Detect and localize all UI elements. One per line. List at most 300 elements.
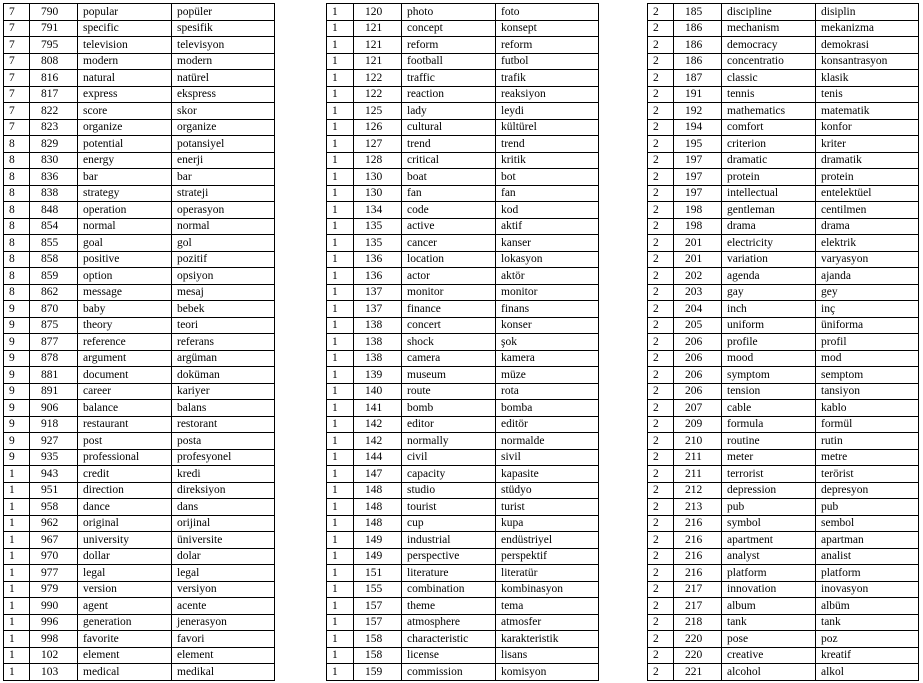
rank-cell: 187 <box>674 70 722 87</box>
rank-cell: 120 <box>354 4 402 21</box>
rank-cell: 122 <box>354 70 402 87</box>
group-cell: 2 <box>648 664 674 681</box>
rank-cell: 795 <box>30 37 78 54</box>
rank-cell: 855 <box>30 235 78 252</box>
turkish-word-cell: terörist <box>816 466 919 483</box>
rank-cell: 206 <box>674 334 722 351</box>
table-row <box>327 367 599 384</box>
turkish-word-cell: kriter <box>816 136 919 153</box>
rank-cell: 935 <box>30 449 78 466</box>
english-word-cell: variation <box>722 251 816 268</box>
group-cell: 1 <box>327 532 354 549</box>
turkish-word-cell: finans <box>496 301 599 318</box>
turkish-word-cell: natürel <box>172 70 275 87</box>
table-row <box>327 86 599 103</box>
group-cell: 1 <box>327 416 354 433</box>
english-word-cell: analyst <box>722 548 816 565</box>
group-cell: 2 <box>648 433 674 450</box>
english-word-cell: code <box>402 202 496 219</box>
rank-cell: 205 <box>674 317 722 334</box>
rank-cell: 217 <box>674 598 722 615</box>
rank-cell: 213 <box>674 499 722 516</box>
turkish-word-cell: inç <box>816 301 919 318</box>
turkish-word-cell: doküman <box>172 367 275 384</box>
english-word-cell: dance <box>78 499 172 516</box>
turkish-word-cell: aktif <box>496 218 599 235</box>
table-row <box>648 416 919 433</box>
rank-cell: 158 <box>354 647 402 664</box>
group-cell: 9 <box>4 334 30 351</box>
english-word-cell: modern <box>78 53 172 70</box>
turkish-word-cell: enerji <box>172 152 275 169</box>
group-cell: 2 <box>648 532 674 549</box>
turkish-word-cell: mesaj <box>172 284 275 301</box>
table-row <box>4 598 275 615</box>
table-row <box>4 350 275 367</box>
table-row <box>327 383 599 400</box>
group-cell: 2 <box>648 251 674 268</box>
turkish-word-cell: kombinasyon <box>496 581 599 598</box>
turkish-word-cell: posta <box>172 433 275 450</box>
rank-cell: 211 <box>674 449 722 466</box>
english-word-cell: concept <box>402 20 496 37</box>
english-word-cell: apartment <box>722 532 816 549</box>
table-row <box>4 664 275 681</box>
turkish-word-cell: üniforma <box>816 317 919 334</box>
table-row <box>327 284 599 301</box>
group-cell: 2 <box>648 37 674 54</box>
table-row <box>327 53 599 70</box>
group-cell: 2 <box>648 53 674 70</box>
english-word-cell: mathematics <box>722 103 816 120</box>
english-word-cell: alcohol <box>722 664 816 681</box>
english-word-cell: classic <box>722 70 816 87</box>
turkish-word-cell: komisyon <box>496 664 599 681</box>
group-cell: 2 <box>648 70 674 87</box>
english-word-cell: argument <box>78 350 172 367</box>
english-word-cell: innovation <box>722 581 816 598</box>
group-cell: 8 <box>4 284 30 301</box>
group-cell: 9 <box>4 400 30 417</box>
rank-cell: 138 <box>354 334 402 351</box>
table-row <box>4 532 275 549</box>
rank-cell: 148 <box>354 499 402 516</box>
turkish-word-cell: referans <box>172 334 275 351</box>
group-cell: 2 <box>648 202 674 219</box>
rank-cell: 121 <box>354 37 402 54</box>
turkish-word-cell: şok <box>496 334 599 351</box>
group-cell: 2 <box>648 499 674 516</box>
group-cell: 9 <box>4 416 30 433</box>
turkish-word-cell: modern <box>172 53 275 70</box>
group-cell: 9 <box>4 301 30 318</box>
rank-cell: 848 <box>30 202 78 219</box>
table-row <box>648 334 919 351</box>
table-row <box>4 86 275 103</box>
english-word-cell: pub <box>722 499 816 516</box>
rank-cell: 147 <box>354 466 402 483</box>
rank-cell: 151 <box>354 565 402 582</box>
turkish-word-cell: spesifik <box>172 20 275 37</box>
table-row <box>648 466 919 483</box>
rank-cell: 195 <box>674 136 722 153</box>
english-word-cell: popular <box>78 4 172 21</box>
group-cell: 7 <box>4 53 30 70</box>
group-cell: 1 <box>4 548 30 565</box>
turkish-word-cell: kupa <box>496 515 599 532</box>
turkish-word-cell: skor <box>172 103 275 120</box>
rank-cell: 209 <box>674 416 722 433</box>
rank-cell: 204 <box>674 301 722 318</box>
group-cell: 7 <box>4 103 30 120</box>
table-row <box>648 251 919 268</box>
turkish-word-cell: pub <box>816 499 919 516</box>
english-word-cell: uniform <box>722 317 816 334</box>
table-row <box>327 598 599 615</box>
rank-cell: 191 <box>674 86 722 103</box>
table-row <box>648 53 919 70</box>
group-cell: 2 <box>648 581 674 598</box>
rank-cell: 139 <box>354 367 402 384</box>
table-row <box>4 499 275 516</box>
english-word-cell: electricity <box>722 235 816 252</box>
turkish-word-cell: dramatik <box>816 152 919 169</box>
turkish-word-cell: kültürel <box>496 119 599 136</box>
rank-cell: 996 <box>30 614 78 631</box>
english-word-cell: legal <box>78 565 172 582</box>
english-word-cell: industrial <box>402 532 496 549</box>
turkish-word-cell: platform <box>816 565 919 582</box>
group-cell: 9 <box>4 449 30 466</box>
table-row <box>327 185 599 202</box>
table-row <box>648 4 919 21</box>
turkish-word-cell: gol <box>172 235 275 252</box>
group-cell: 2 <box>648 515 674 532</box>
rank-cell: 990 <box>30 598 78 615</box>
table-row <box>648 350 919 367</box>
turkish-word-cell: ajanda <box>816 268 919 285</box>
rank-cell: 206 <box>674 367 722 384</box>
group-cell: 2 <box>648 218 674 235</box>
rank-cell: 125 <box>354 103 402 120</box>
group-cell: 1 <box>327 499 354 516</box>
turkish-word-cell: klasik <box>816 70 919 87</box>
group-cell: 1 <box>327 433 354 450</box>
table-row <box>4 284 275 301</box>
turkish-word-cell: teori <box>172 317 275 334</box>
turkish-word-cell: profesyonel <box>172 449 275 466</box>
rank-cell: 142 <box>354 433 402 450</box>
english-word-cell: concentratio <box>722 53 816 70</box>
rank-cell: 134 <box>354 202 402 219</box>
group-cell: 1 <box>327 449 354 466</box>
group-cell: 2 <box>648 317 674 334</box>
group-cell: 1 <box>327 53 354 70</box>
english-word-cell: normally <box>402 433 496 450</box>
group-cell: 7 <box>4 37 30 54</box>
table-row <box>327 647 599 664</box>
table-row <box>4 37 275 54</box>
turkish-word-cell: trafik <box>496 70 599 87</box>
turkish-word-cell: sivil <box>496 449 599 466</box>
group-cell: 2 <box>648 268 674 285</box>
group-cell: 1 <box>327 598 354 615</box>
english-word-cell: combination <box>402 581 496 598</box>
table-row <box>648 301 919 318</box>
rank-cell: 875 <box>30 317 78 334</box>
table-row <box>648 449 919 466</box>
table-row <box>327 37 599 54</box>
table-row <box>4 202 275 219</box>
group-cell: 7 <box>4 70 30 87</box>
group-cell: 2 <box>648 4 674 21</box>
turkish-word-cell: drama <box>816 218 919 235</box>
english-word-cell: express <box>78 86 172 103</box>
turkish-word-cell: bebek <box>172 301 275 318</box>
group-cell: 1 <box>327 581 354 598</box>
group-cell: 2 <box>648 284 674 301</box>
turkish-word-cell: protein <box>816 169 919 186</box>
rank-cell: 816 <box>30 70 78 87</box>
turkish-word-cell: inovasyon <box>816 581 919 598</box>
english-word-cell: document <box>78 367 172 384</box>
rank-cell: 138 <box>354 350 402 367</box>
group-cell: 8 <box>4 235 30 252</box>
turkish-word-cell: popüler <box>172 4 275 21</box>
english-word-cell: discipline <box>722 4 816 21</box>
table-row <box>648 499 919 516</box>
group-cell: 1 <box>327 169 354 186</box>
group-cell: 9 <box>4 350 30 367</box>
english-word-cell: restaurant <box>78 416 172 433</box>
group-cell: 1 <box>4 482 30 499</box>
english-word-cell: reaction <box>402 86 496 103</box>
turkish-word-cell: bar <box>172 169 275 186</box>
english-word-cell: active <box>402 218 496 235</box>
turkish-word-cell: restorant <box>172 416 275 433</box>
rank-cell: 951 <box>30 482 78 499</box>
table-row <box>4 185 275 202</box>
turkish-word-cell: aktör <box>496 268 599 285</box>
group-cell: 1 <box>327 103 354 120</box>
group-cell: 1 <box>327 367 354 384</box>
group-cell: 2 <box>648 367 674 384</box>
table-row <box>4 466 275 483</box>
rank-cell: 197 <box>674 169 722 186</box>
table-row <box>4 152 275 169</box>
turkish-word-cell: lisans <box>496 647 599 664</box>
group-cell: 1 <box>327 334 354 351</box>
group-cell: 2 <box>648 416 674 433</box>
rank-cell: 144 <box>354 449 402 466</box>
group-cell: 1 <box>327 268 354 285</box>
turkish-word-cell: futbol <box>496 53 599 70</box>
group-cell: 1 <box>327 152 354 169</box>
group-cell: 2 <box>648 350 674 367</box>
english-word-cell: generation <box>78 614 172 631</box>
rank-cell: 858 <box>30 251 78 268</box>
rank-cell: 155 <box>354 581 402 598</box>
table-row <box>327 449 599 466</box>
english-word-cell: boat <box>402 169 496 186</box>
table-row <box>327 103 599 120</box>
group-cell: 8 <box>4 251 30 268</box>
table-row <box>648 235 919 252</box>
english-word-cell: routine <box>722 433 816 450</box>
table-row <box>4 449 275 466</box>
group-cell: 8 <box>4 136 30 153</box>
turkish-word-cell: lokasyon <box>496 251 599 268</box>
word-table-right-body <box>648 4 919 681</box>
english-word-cell: professional <box>78 449 172 466</box>
group-cell: 8 <box>4 152 30 169</box>
group-cell: 7 <box>4 86 30 103</box>
group-cell: 2 <box>648 400 674 417</box>
table-row <box>648 581 919 598</box>
rank-cell: 998 <box>30 631 78 648</box>
group-cell: 1 <box>327 4 354 21</box>
table-row <box>648 664 919 681</box>
group-cell: 2 <box>648 185 674 202</box>
table-row <box>327 218 599 235</box>
rank-cell: 185 <box>674 4 722 21</box>
group-cell: 1 <box>4 532 30 549</box>
table-row <box>648 202 919 219</box>
turkish-word-cell: normal <box>172 218 275 235</box>
group-cell: 1 <box>4 631 30 648</box>
turkish-word-cell: reaksiyon <box>496 86 599 103</box>
table-row <box>327 4 599 21</box>
turkish-word-cell: foto <box>496 4 599 21</box>
table-row <box>4 383 275 400</box>
english-word-cell: tension <box>722 383 816 400</box>
turkish-word-cell: konsantrasyon <box>816 53 919 70</box>
table-row <box>327 499 599 516</box>
turkish-word-cell: fan <box>496 185 599 202</box>
english-word-cell: atmosphere <box>402 614 496 631</box>
english-word-cell: gentleman <box>722 202 816 219</box>
turkish-word-cell: centilmen <box>816 202 919 219</box>
turkish-word-cell: disiplin <box>816 4 919 21</box>
turkish-word-cell: rota <box>496 383 599 400</box>
table-row <box>4 614 275 631</box>
table-row <box>327 268 599 285</box>
table-row <box>4 136 275 153</box>
table-row <box>327 350 599 367</box>
turkish-word-cell: kablo <box>816 400 919 417</box>
group-cell: 1 <box>327 70 354 87</box>
english-word-cell: energy <box>78 152 172 169</box>
table-row <box>648 284 919 301</box>
turkish-word-cell: elektrik <box>816 235 919 252</box>
table-row <box>4 53 275 70</box>
rank-cell: 808 <box>30 53 78 70</box>
rank-cell: 211 <box>674 466 722 483</box>
english-word-cell: shock <box>402 334 496 351</box>
group-cell: 2 <box>648 136 674 153</box>
table-row <box>327 548 599 565</box>
group-cell: 2 <box>648 152 674 169</box>
turkish-word-cell: tema <box>496 598 599 615</box>
english-word-cell: tank <box>722 614 816 631</box>
rank-cell: 141 <box>354 400 402 417</box>
english-word-cell: element <box>78 647 172 664</box>
english-word-cell: post <box>78 433 172 450</box>
table-row <box>327 433 599 450</box>
group-cell: 9 <box>4 383 30 400</box>
english-word-cell: license <box>402 647 496 664</box>
rank-cell: 186 <box>674 20 722 37</box>
turkish-word-cell: mod <box>816 350 919 367</box>
rank-cell: 958 <box>30 499 78 516</box>
table-row <box>4 631 275 648</box>
group-cell: 1 <box>4 515 30 532</box>
english-word-cell: version <box>78 581 172 598</box>
english-word-cell: bar <box>78 169 172 186</box>
rank-cell: 157 <box>354 614 402 631</box>
table-row <box>327 20 599 37</box>
english-word-cell: direction <box>78 482 172 499</box>
group-cell: 9 <box>4 367 30 384</box>
rank-cell: 817 <box>30 86 78 103</box>
rank-cell: 970 <box>30 548 78 565</box>
english-word-cell: depression <box>722 482 816 499</box>
turkish-word-cell: normalde <box>496 433 599 450</box>
turkish-word-cell: üniversite <box>172 532 275 549</box>
table-row <box>4 4 275 21</box>
english-word-cell: medical <box>78 664 172 681</box>
turkish-word-cell: depresyon <box>816 482 919 499</box>
turkish-word-cell: ekspress <box>172 86 275 103</box>
group-cell: 8 <box>4 202 30 219</box>
table-row <box>648 20 919 37</box>
turkish-word-cell: demokrasi <box>816 37 919 54</box>
table-row <box>648 515 919 532</box>
english-word-cell: protein <box>722 169 816 186</box>
rank-cell: 791 <box>30 20 78 37</box>
turkish-word-cell: karakteristik <box>496 631 599 648</box>
group-cell: 2 <box>648 598 674 615</box>
group-cell: 8 <box>4 268 30 285</box>
group-cell: 8 <box>4 185 30 202</box>
group-cell: 1 <box>4 581 30 598</box>
english-word-cell: dramatic <box>722 152 816 169</box>
group-cell: 1 <box>327 482 354 499</box>
turkish-word-cell: literatür <box>496 565 599 582</box>
english-word-cell: organize <box>78 119 172 136</box>
table-row <box>4 647 275 664</box>
turkish-word-cell: kanser <box>496 235 599 252</box>
group-cell: 1 <box>327 548 354 565</box>
turkish-word-cell: favori <box>172 631 275 648</box>
table-row <box>648 86 919 103</box>
group-cell: 2 <box>648 647 674 664</box>
rank-cell: 962 <box>30 515 78 532</box>
rank-cell: 186 <box>674 37 722 54</box>
table-row <box>327 416 599 433</box>
english-word-cell: drama <box>722 218 816 235</box>
table-row <box>648 631 919 648</box>
turkish-word-cell: mekanizma <box>816 20 919 37</box>
rank-cell: 136 <box>354 268 402 285</box>
turkish-word-cell: legal <box>172 565 275 582</box>
turkish-word-cell: perspektif <box>496 548 599 565</box>
rank-cell: 198 <box>674 202 722 219</box>
english-word-cell: mechanism <box>722 20 816 37</box>
table-row <box>327 664 599 681</box>
rank-cell: 881 <box>30 367 78 384</box>
rank-cell: 122 <box>354 86 402 103</box>
